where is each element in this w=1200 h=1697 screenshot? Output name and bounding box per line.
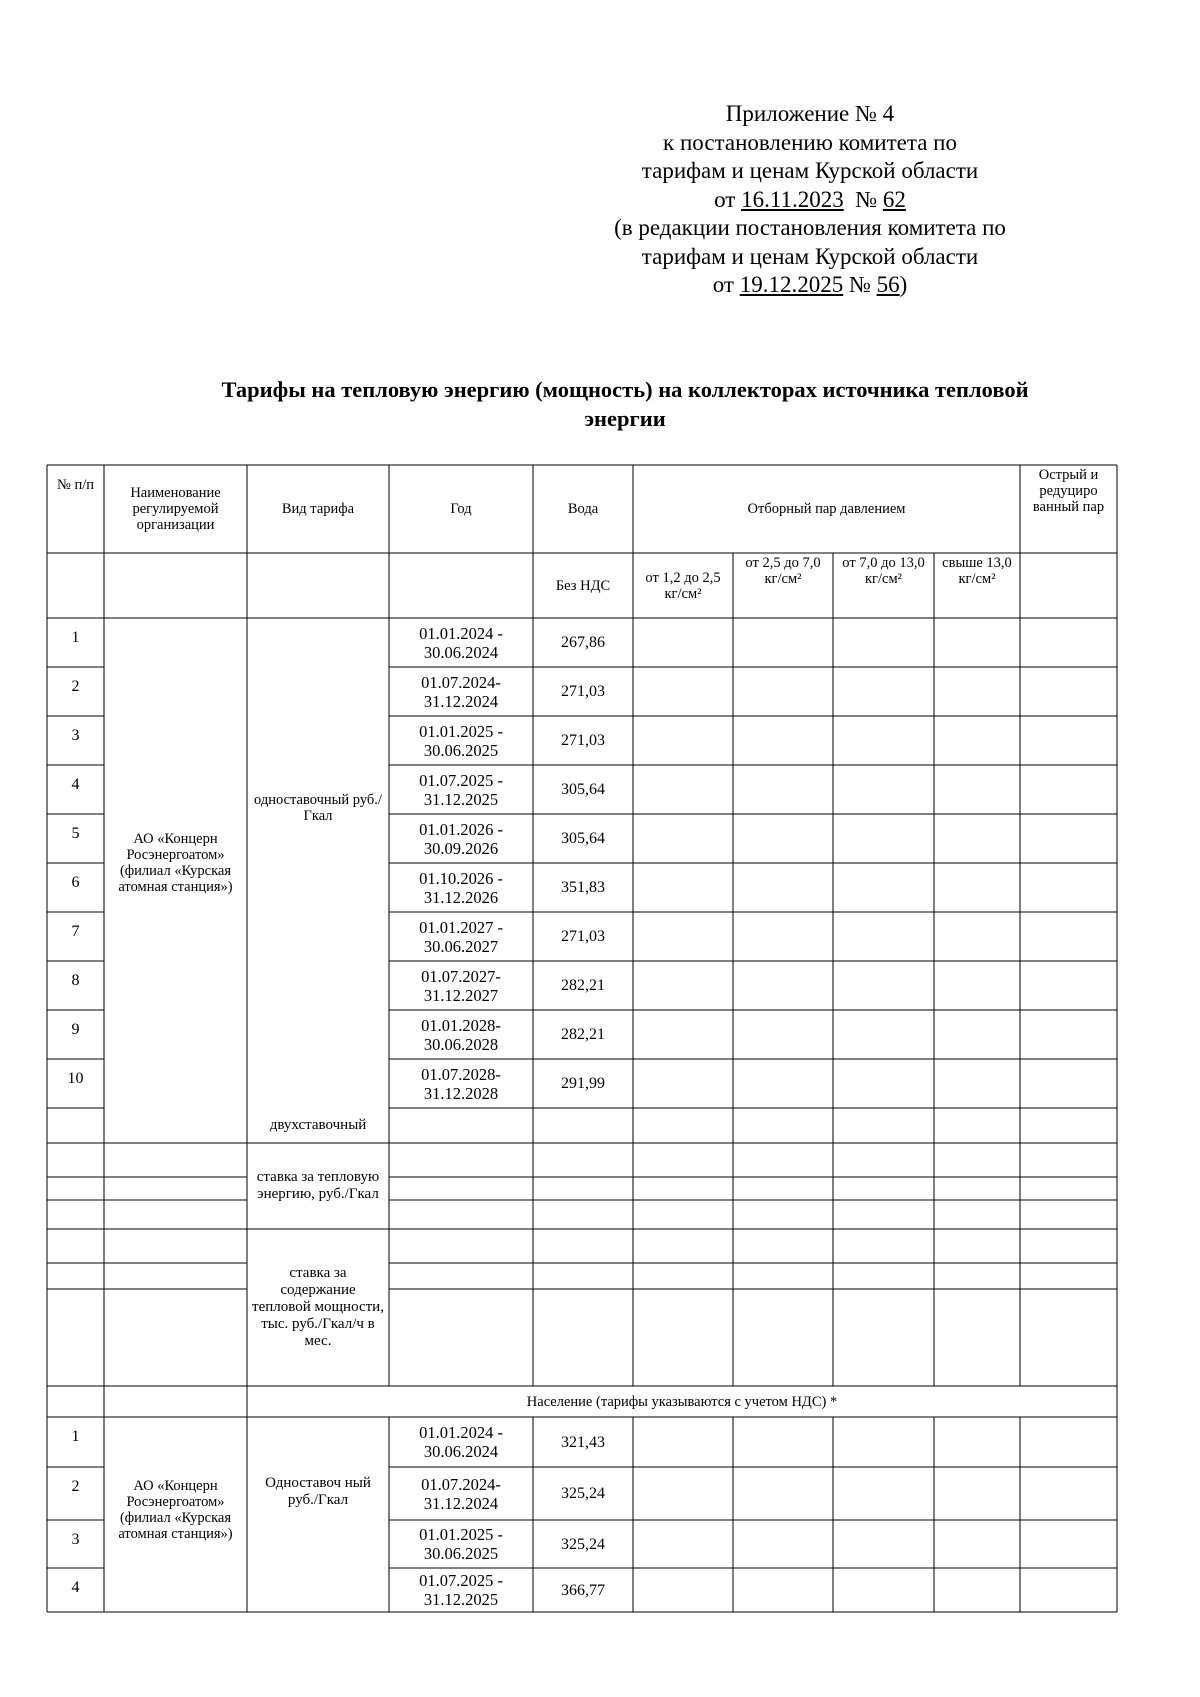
row-number: 4 (71, 775, 80, 793)
row-water-tariff: 305,64 (561, 830, 605, 847)
row-number: 5 (71, 824, 80, 842)
row-period: 01.10.2026 - 31.12.2026 (419, 868, 503, 907)
pop-org-name: АО «Концерн Росэнергоатом» (филиал «Курская атомная станция») (118, 1477, 233, 1542)
row-number: 3 (71, 726, 80, 744)
header-line-1: Приложение № 4 (725, 101, 895, 126)
org-name: АО «Концерн Росэнергоатом» (филиал «Курская атомная станция») (118, 831, 233, 895)
header-steam: Отборный пар давлением (747, 501, 906, 517)
row-number: 2 (71, 677, 80, 695)
row-water-tariff: 271,03 (561, 928, 605, 945)
single-rate-label: одноставочный руб./Гкал (254, 792, 382, 824)
row-period: 01.01.2028- 30.06.2028 (421, 1015, 501, 1054)
header-pressure-4: свыше 13,0 кг/см² (942, 555, 1012, 587)
row-period: 01.01.2024 - 30.06.2024 (419, 623, 503, 662)
header-tariff-type: Вид тарифа (281, 501, 355, 517)
energy-rate-label: ставка за тепловую энергию, руб./Гкал (256, 1169, 380, 1202)
header-num: № п/п (56, 477, 94, 493)
header-pressure-2: от 2,5 до 7,0 кг/см² (745, 555, 821, 587)
pop-row-period: 01.07.2024- 31.12.2024 (421, 1474, 501, 1513)
header-line-3: тарифам и ценам Курской области (641, 158, 979, 183)
row-water-tariff: 267,86 (561, 634, 605, 651)
pop-row-number: 1 (71, 1427, 80, 1445)
pop-row-period: 01.07.2025 - 31.12.2025 (419, 1571, 503, 1609)
edition-number: 56 (876, 272, 900, 297)
row-period: 01.07.2027- 31.12.2027 (421, 966, 501, 1005)
row-period: 01.07.2025 - 31.12.2025 (419, 770, 503, 809)
row-number: 9 (71, 1020, 80, 1038)
pop-row-number: 3 (71, 1530, 80, 1548)
resolution-date: 16.11.2023 (741, 186, 844, 212)
row-water-tariff: 282,21 (561, 1026, 605, 1043)
row-water-tariff: 351,83 (561, 879, 605, 896)
row-number: 1 (71, 628, 80, 646)
row-number: 10 (67, 1069, 84, 1087)
row-water-tariff: 305,64 (561, 781, 605, 798)
header-line-2: к постановлению комитета по (663, 129, 957, 155)
header-year: Год (450, 501, 472, 517)
header-pressure-3: от 7,0 до 13,0 кг/см² (842, 555, 925, 587)
header-line-4: от 16.11.2023 № 62 (714, 186, 906, 212)
two-rate-label: двухставочный (269, 1117, 367, 1133)
pop-row-number: 4 (71, 1578, 80, 1596)
row-period: 01.01.2027 - 30.06.2027 (419, 917, 503, 956)
row-period: 01.07.2028- 31.12.2028 (421, 1064, 501, 1103)
row-period: 01.01.2026 - 30.09.2026 (419, 819, 503, 858)
header-water: Вода (567, 501, 599, 517)
pop-row-water-tariff: 325,24 (561, 1535, 605, 1553)
population-label: Население (тарифы указываются с учетом НДС) * (526, 1393, 838, 1410)
header-line-6: тарифам и ценам Курской области (641, 243, 979, 269)
row-water-tariff: 271,03 (561, 732, 605, 749)
pop-row-period: 01.01.2025 - 30.06.2025 (419, 1525, 503, 1563)
pop-row-number: 2 (71, 1477, 80, 1495)
capacity-rate-label: ставка за содержание тепловой мощности, тыс. руб./Гкал/ч в мес. (252, 1265, 384, 1349)
row-water-tariff: 271,03 (561, 683, 605, 700)
header-line-5: (в редакции постановления комитета по (614, 215, 1006, 240)
pop-row-water-tariff: 325,24 (561, 1485, 605, 1502)
row-period: 01.07.2024- 31.12.2024 (421, 672, 501, 711)
header-org: Наименование регулируемой организации (130, 485, 221, 533)
row-number: 8 (71, 971, 80, 989)
row-period: 01.01.2025 - 30.06.2025 (419, 721, 503, 760)
title-line-1: Тарифы на тепловую энергию (мощность) на коллекторах источника тепловой (221, 377, 1029, 402)
row-water-tariff: 282,21 (561, 977, 605, 994)
row-number: 7 (71, 922, 80, 940)
header-sharp-steam: Острый и редуциро ванный пар (1032, 467, 1105, 515)
pop-single-rate-label: Одноставоч ный руб./Гкал (265, 1475, 371, 1508)
pop-row-water-tariff: 366,77 (561, 1581, 605, 1599)
row-number: 6 (71, 873, 80, 891)
resolution-number: 62 (882, 186, 906, 212)
header-line-7: от 19.12.2025 № 56) (712, 272, 908, 297)
row-water-tariff: 291,99 (561, 1075, 605, 1092)
header-pressure-1: от 1,2 до 2,5 кг/см² (645, 569, 721, 602)
title-line-2: энергии (584, 406, 666, 431)
pop-row-water-tariff: 321,43 (561, 1433, 605, 1451)
pop-row-period: 01.01.2024 - 30.06.2024 (419, 1423, 503, 1461)
edition-date: 19.12.2025 (739, 272, 844, 297)
header-vat: Без НДС (555, 577, 611, 594)
